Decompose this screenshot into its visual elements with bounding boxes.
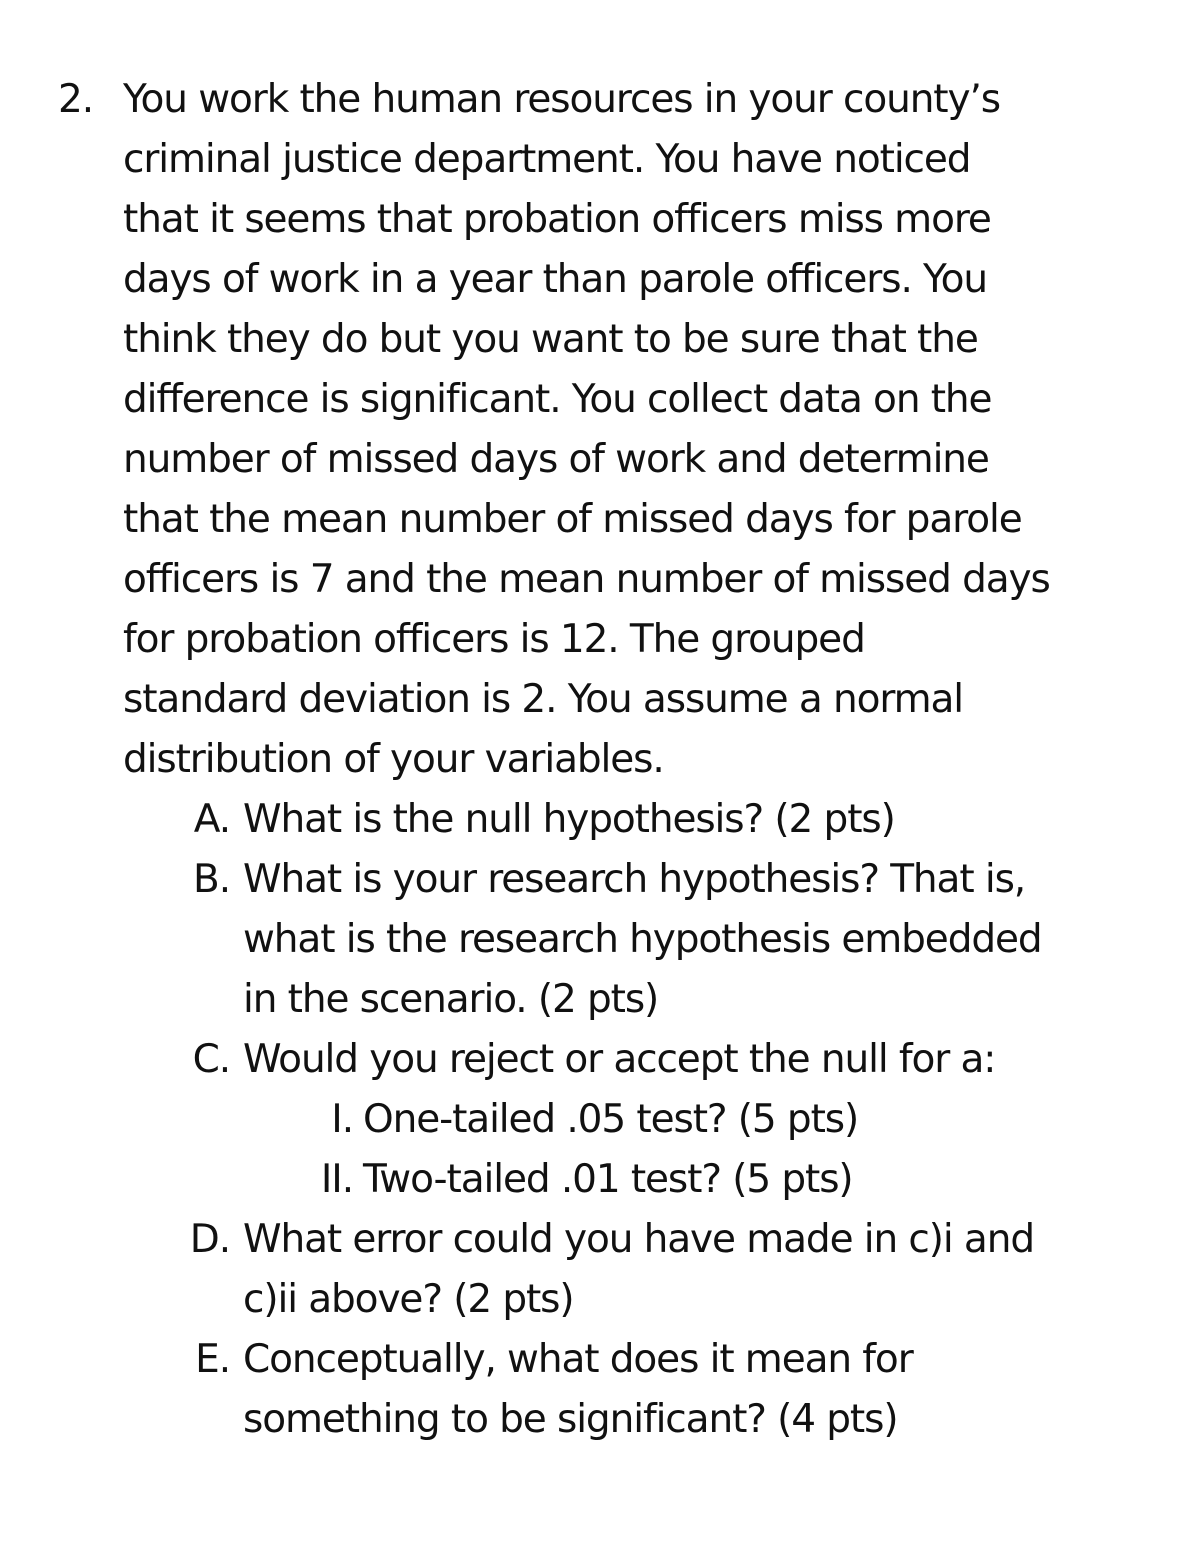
question-line: standard deviation is 2. You assume a normal	[123, 677, 964, 722]
question-line: difference is significant. You collect data on the	[123, 377, 992, 422]
question-line: days of work in a year than parole officers. You	[123, 257, 987, 302]
subpart-c-ii-text: Two-tailed .01 test? (5 pts)	[363, 1157, 853, 1202]
part-a-marker: A.	[193, 797, 230, 842]
subpart-c-ii-marker: II.	[320, 1157, 353, 1202]
part-line: Conceptually, what does it mean for	[243, 1337, 913, 1382]
part-b-text	[243, 850, 1173, 1030]
part-d-marker: D.	[189, 1217, 230, 1262]
part-e-text	[243, 1330, 1173, 1450]
question-line: for probation officers is 12. The grouped	[123, 617, 865, 662]
part-c-text	[243, 1030, 1173, 1090]
question-line: You work the human resources in your county’s	[123, 77, 1000, 122]
question-number: 2.	[58, 77, 94, 122]
part-b-marker: B.	[193, 857, 230, 902]
subpart-c-i-marker: I.	[331, 1097, 353, 1142]
question-line: distribution of your variables.	[123, 737, 664, 782]
part-d-text	[243, 1210, 1173, 1330]
part-line: What error could you have made in c)i and	[243, 1217, 1034, 1262]
question-line: number of missed days of work and determine	[123, 437, 989, 482]
part-c-marker: C.	[192, 1037, 230, 1082]
subpart-c-i	[58, 1090, 1168, 1150]
part-b	[58, 850, 1168, 1030]
question-text	[123, 70, 1168, 790]
question-parts	[58, 790, 1168, 1450]
question-line: criminal justice department. You have noticed	[123, 137, 971, 182]
part-c	[58, 1030, 1168, 1090]
part-line: something to be significant? (4 pts)	[243, 1397, 898, 1442]
part-e-marker: E.	[195, 1337, 230, 1382]
part-line: What is the null hypothesis? (2 pts)	[243, 797, 895, 842]
part-line: c)ii above? (2 pts)	[243, 1277, 574, 1322]
part-e	[58, 1330, 1168, 1450]
question-line: that the mean number of missed days for parole	[123, 497, 1022, 542]
question-line: officers is 7 and the mean number of missed days	[123, 557, 1050, 602]
part-a-text	[243, 790, 1173, 850]
question-line: think they do but you want to be sure that the	[123, 317, 978, 362]
question-line: that it seems that probation officers miss more	[123, 197, 991, 242]
part-line: What is your research hypothesis? That is,	[243, 857, 1026, 902]
part-d	[58, 1210, 1168, 1330]
part-a	[58, 790, 1168, 850]
subpart-c-i-text: One-tailed .05 test? (5 pts)	[363, 1097, 859, 1142]
subpart-c-ii	[58, 1150, 1168, 1210]
part-line: Would you reject or accept the null for a:	[243, 1037, 996, 1082]
part-line: in the scenario. (2 pts)	[243, 977, 659, 1022]
part-line: what is the research hypothesis embedded	[243, 917, 1042, 962]
